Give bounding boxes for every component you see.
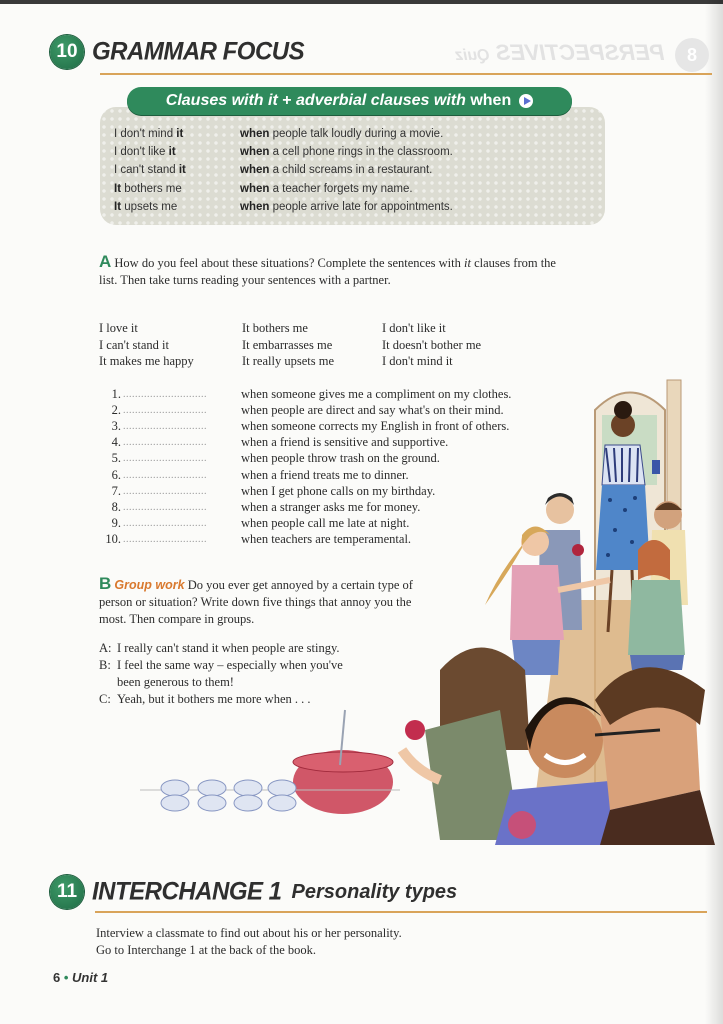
grammar-box-title: [127, 87, 572, 115]
answer-blank[interactable]: ............................: [123, 501, 207, 513]
item-sentence: when people call me late at night.: [241, 516, 410, 531]
answer-blank[interactable]: ............................: [123, 469, 207, 481]
item-sentence: when people are direct and say what's on their mind.: [241, 402, 504, 417]
when-clause-text: a cell phone rings in the classroom.: [269, 146, 453, 159]
interchange-line-1: Interview a classmate to find out about his or her personality.: [96, 926, 402, 940]
it-bold: it: [168, 146, 176, 159]
bleed-through-heading: [455, 40, 665, 66]
it-bold: it: [176, 128, 184, 141]
section-title: INTERCHANGE 1: [92, 877, 282, 906]
when-bold: when: [240, 128, 270, 141]
interchange-instructions: [96, 925, 402, 959]
interchange-line-2: Go to Interchange 1 at the back of the book.: [96, 943, 317, 957]
task-a-instructions: [99, 253, 569, 289]
section-11-header: [50, 875, 457, 909]
item-sentence: when I get phone calls on my birthday.: [241, 483, 436, 498]
when-clause: [240, 201, 453, 213]
grammar-example-row: [114, 125, 453, 143]
item-sentence: when teachers are temperamental.: [241, 532, 412, 547]
it-clause-text: I don't like: [114, 146, 169, 159]
clause-options-list: [99, 320, 532, 370]
when-clause-text: people arrive late for appointments.: [269, 200, 453, 213]
party-scene-illustration: [140, 370, 715, 850]
bleed-through-badge-number: 8: [686, 44, 697, 65]
item-number: 2.: [111, 402, 121, 417]
bleed-through-subtitle: Quiz: [455, 47, 490, 64]
section-11-rule: [95, 911, 707, 913]
play-audio-icon[interactable]: [519, 94, 533, 108]
it-clause-text: upsets me: [121, 200, 178, 213]
grammar-example-row: [114, 180, 453, 198]
it-clause-text: I don't mind: [114, 128, 177, 141]
section-number-badge: 11: [50, 875, 84, 909]
item-sentence: when someone gives me a compliment on my clothes.: [241, 386, 512, 401]
task-letter-a: A: [99, 252, 112, 271]
it-clause: [114, 164, 240, 176]
grammar-example-row: [114, 198, 453, 216]
it-bold: It: [114, 182, 122, 195]
item-number: 6.: [111, 467, 121, 482]
bleed-through-badge: [675, 38, 709, 72]
item-number: 9.: [111, 516, 121, 531]
item-sentence: when a friend treats me to dinner.: [241, 467, 409, 482]
answer-blank[interactable]: ............................: [123, 420, 207, 432]
speaker-label: C:: [99, 692, 111, 706]
clause-option: I love it: [99, 321, 138, 335]
page-footer: [53, 970, 108, 985]
speaker-label: [99, 674, 117, 691]
grammar-example-row: [114, 161, 453, 179]
item-number: 7.: [111, 483, 121, 498]
speaker-label: A:: [99, 641, 112, 655]
answer-blank[interactable]: ............................: [123, 453, 207, 465]
it-bold: it: [178, 164, 186, 177]
when-clause-text: people talk loudly during a movie.: [269, 128, 444, 141]
item-number: 1.: [111, 386, 121, 401]
task-b-text: Do you ever get annoyed by a certain type of person or situation? Write down five things that annoy you the most. Then compare in groups.: [99, 578, 413, 626]
item-number: 3.: [111, 418, 121, 433]
answer-blank[interactable]: ............................: [123, 534, 207, 546]
page-number: 6: [53, 970, 61, 985]
item-sentence: when a stranger asks me for money.: [241, 499, 421, 514]
section-10-header: [50, 35, 304, 69]
grammar-example-row: [114, 143, 453, 161]
clause-option: It doesn't bother me: [382, 337, 482, 352]
section-10-rule: [100, 73, 712, 75]
clause-option: I don't like it: [382, 321, 446, 335]
dialog-text: I really can't stand it when people are stingy.: [117, 641, 340, 655]
clause-option: I can't stand it: [99, 337, 169, 352]
dialog-text: Yeah, but it bothers me more when . . .: [117, 692, 311, 706]
section-subtitle: Personality types: [291, 880, 458, 903]
page-top-edge: [0, 0, 723, 4]
item-number: 8.: [111, 499, 121, 514]
when-clause: [240, 146, 453, 158]
section-title: GRAMMAR FOCUS: [92, 37, 305, 66]
it-clause: [114, 128, 240, 140]
item-number: 10.: [105, 532, 121, 547]
clause-option: It embarrasses me: [242, 337, 333, 352]
speaker-label: B:: [99, 658, 111, 672]
it-clause-text: I can't stand: [114, 164, 179, 177]
it-clause-text: bothers me: [121, 182, 182, 195]
item-sentence: when people throw trash on the ground.: [241, 451, 440, 466]
group-work-label: Group work: [114, 578, 185, 592]
item-sentence: when a friend is sensitive and supportive.: [241, 435, 449, 450]
item-number: 4.: [111, 435, 121, 450]
clause-option: It really upsets me: [242, 354, 334, 368]
grammar-title-part2: adverbial clauses with: [296, 92, 466, 109]
dialog-text: been generous to them!: [117, 675, 234, 689]
when-bold: when: [240, 200, 270, 213]
footer-bullet: •: [63, 970, 69, 985]
clause-option: It bothers me: [242, 321, 308, 335]
answer-blank[interactable]: ............................: [123, 518, 207, 530]
task-a-text-2: clauses from the list. Then take turns reading your sentences with a partner.: [99, 256, 556, 287]
section-number-badge: 10: [50, 35, 84, 69]
it-bold: It: [114, 200, 122, 213]
when-clause-text: a teacher forgets my name.: [269, 182, 413, 195]
clause-option: I don't mind it: [382, 354, 453, 368]
task-a-text-1: How do you feel about these situations? Complete the sentences with: [111, 256, 464, 270]
it-clause: [114, 201, 240, 213]
grammar-title-when: when: [465, 92, 512, 109]
task-a-italic-it: it: [463, 256, 471, 270]
bleed-through-title: PERSPECTIVES: [495, 40, 665, 65]
clause-option: It makes me happy: [99, 354, 194, 368]
answer-blank[interactable]: ............................: [123, 388, 207, 400]
when-clause: [240, 164, 432, 176]
when-bold: when: [240, 182, 270, 195]
item-number: 5.: [111, 451, 121, 466]
task-letter-b: B: [99, 574, 112, 593]
grammar-examples: [114, 125, 453, 216]
answer-blank[interactable]: ............................: [123, 437, 207, 449]
item-sentence: when someone corrects my English in front of others.: [241, 418, 510, 433]
it-clause: [114, 183, 240, 195]
it-clause: [114, 146, 240, 158]
dialog-text: I feel the same way – especially when you've: [117, 658, 343, 672]
unit-label: Unit 1: [72, 970, 109, 985]
answer-blank[interactable]: ............................: [123, 404, 207, 416]
when-clause: [240, 128, 443, 140]
when-clause-text: a child screams in a restaurant.: [269, 164, 433, 177]
grammar-title-plus: +: [277, 92, 297, 109]
when-bold: when: [240, 146, 270, 159]
when-clause: [240, 183, 413, 195]
grammar-title-part1: Clauses with it: [165, 92, 278, 109]
answer-blank[interactable]: ............................: [123, 485, 207, 497]
when-bold: when: [240, 164, 270, 177]
